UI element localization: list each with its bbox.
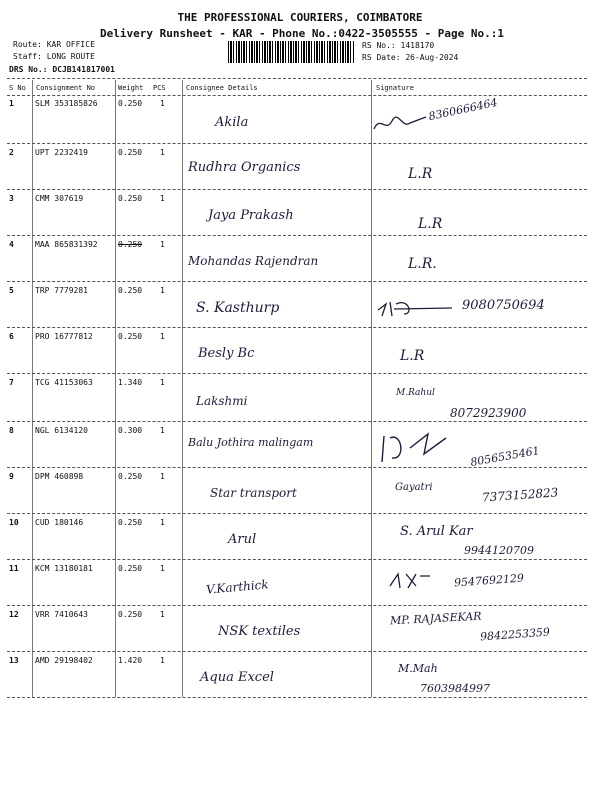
row-weight: 0.300: [118, 426, 143, 435]
row-signature-name: S. Arul Kar: [400, 524, 473, 539]
row-sno: 8: [9, 426, 14, 435]
table-row: [0, 330, 600, 377]
row-pcs: 1: [160, 286, 165, 295]
row-divider: [7, 235, 587, 236]
row-consignment-no: CMM 307619: [35, 194, 84, 203]
row-sno: 12: [9, 610, 19, 619]
table-row: [0, 238, 600, 285]
row-consignment-no: DPM 460898: [35, 472, 84, 481]
row-consignment-no: SLM 353185826: [35, 99, 98, 108]
row-sno: 13: [9, 656, 19, 665]
row-sno: 1: [9, 99, 14, 108]
column-header-weight: Weight: [118, 84, 144, 92]
row-pcs: 1: [160, 656, 165, 665]
table-row: [0, 516, 600, 563]
row-signature-scribble: [386, 568, 436, 597]
row-divider: [7, 327, 587, 328]
table-row: [0, 376, 600, 423]
row-pcs: 1: [160, 99, 165, 108]
column-header-consignee: Consignee Details: [186, 84, 258, 92]
row-divider: [7, 697, 587, 698]
table-row: [0, 654, 600, 701]
runsheet-title: THE PROFESSIONAL COURIERS, COIMBATORE: [177, 11, 423, 24]
row-weight: 0.250: [118, 472, 143, 481]
row-consignee-name: Aqua Excel: [200, 670, 274, 685]
row-consignment-no: TRP 7779281: [35, 286, 88, 295]
row-divider: [7, 143, 587, 144]
table-row: [0, 97, 600, 144]
row-pcs: 1: [160, 378, 165, 387]
row-consignment-no: VRR 7410643: [35, 610, 88, 619]
row-signature-phone: 8056535461: [469, 444, 541, 469]
row-weight: 0.250: [118, 99, 143, 108]
row-signature-scribble: [370, 111, 430, 140]
drs-number: DRS No.: DCJB141817001: [9, 65, 115, 74]
route-label: Route: KAR OFFICE: [13, 40, 95, 49]
row-divider: [7, 467, 587, 468]
row-consignment-no: AMD 29198402: [35, 656, 93, 665]
header-divider: [7, 78, 587, 79]
row-consignment-no: TCG 41153063: [35, 378, 93, 387]
row-signature-initials: L.R: [408, 166, 433, 182]
row-weight: 0.250: [118, 332, 143, 341]
row-consignee-name: Arul: [228, 532, 257, 547]
row-sno: 2: [9, 148, 14, 157]
row-weight: 1.420: [118, 656, 143, 665]
table-row: [0, 146, 600, 193]
column-header-sno: S No: [9, 84, 26, 92]
row-sno: 4: [9, 240, 14, 249]
row-pcs: 1: [160, 472, 165, 481]
row-weight: 0.250: [118, 518, 143, 527]
row-signature-scribble: [374, 296, 460, 325]
row-consignee-name: Mohandas Rajendran: [188, 254, 319, 268]
row-consignee-name: Jaya Prakash: [208, 208, 294, 223]
row-signature-initials: L.R: [400, 348, 425, 364]
rs-date: RS Date: 26-Aug-2024: [362, 53, 459, 62]
row-consignee-name: NSK textiles: [218, 624, 301, 639]
row-signature-initials: L.R: [418, 216, 443, 232]
table-row: [0, 470, 600, 517]
row-signature-name: MP. RAJASEKAR: [389, 609, 482, 628]
row-weight: 0.250: [118, 610, 143, 619]
staff-label: Staff: LONG ROUTE: [13, 52, 95, 61]
row-divider: [7, 513, 587, 514]
row-weight: 0.250: [118, 286, 143, 295]
row-sno: 6: [9, 332, 14, 341]
row-divider: [7, 605, 587, 606]
row-consignee-name: Rudhra Organics: [188, 160, 301, 175]
table-row: [0, 562, 600, 609]
row-signature-initials: L.R.: [408, 256, 437, 272]
row-pcs: 1: [160, 518, 165, 527]
row-divider: [7, 651, 587, 652]
table-row: [0, 424, 600, 471]
row-signature-name: M.Mah: [398, 662, 438, 675]
row-sno: 9: [9, 472, 14, 481]
row-consignee-name: S. Kasthurp: [196, 300, 280, 316]
row-consignment-no: PRO 16777812: [35, 332, 93, 341]
table-row: [0, 192, 600, 239]
row-signature-scribble: [376, 428, 472, 471]
row-signature-phone: 8072923900: [450, 406, 527, 420]
column-header-signature: Signature: [376, 84, 414, 92]
row-consignee-name: Balu Jothira malingam: [188, 436, 314, 449]
row-sno: 3: [9, 194, 14, 203]
row-signature-phone: 7603984997: [420, 682, 490, 695]
row-consignee-name: Lakshmi: [196, 394, 248, 408]
row-pcs: 1: [160, 332, 165, 341]
row-weight: 0.250: [118, 240, 143, 249]
row-sno: 5: [9, 286, 14, 295]
row-consignment-no: UPT 2232419: [35, 148, 88, 157]
row-signature-name: Gayatri: [395, 482, 433, 493]
row-weight: 1.340: [118, 378, 143, 387]
barcode-image: [228, 41, 354, 63]
row-divider: [7, 281, 587, 282]
row-signature-phone: 8360666464: [427, 95, 499, 124]
row-consignee-name: Akila: [215, 115, 249, 130]
row-sno: 7: [9, 378, 14, 387]
row-signature-phone: 9842253359: [479, 625, 551, 644]
row-divider: [7, 421, 587, 422]
row-pcs: 1: [160, 564, 165, 573]
row-consignee-name: V.Karthick: [205, 577, 270, 597]
row-pcs: 1: [160, 426, 165, 435]
runsheet-subtitle: Delivery Runsheet - KAR - Phone No.:0422-3505555 - Page No.:1: [100, 27, 504, 40]
row-pcs: 1: [160, 610, 165, 619]
row-signature-phone: 9080750694: [462, 298, 545, 313]
row-consignment-no: CUD 180146: [35, 518, 84, 527]
table-row: [0, 608, 600, 655]
row-divider: [7, 559, 587, 560]
row-signature-phone: 9547692129: [453, 571, 525, 590]
column-header-pcs: PCS: [153, 84, 166, 92]
row-signature-phone: 7373152823: [481, 485, 559, 505]
row-consignee-name: Star transport: [210, 486, 297, 500]
row-pcs: 1: [160, 240, 165, 249]
row-sno: 11: [9, 564, 19, 573]
row-pcs: 1: [160, 194, 165, 203]
row-consignment-no: NGL 6134120: [35, 426, 88, 435]
row-consignment-no: MAA 865831392: [35, 240, 98, 249]
row-consignment-no: KCM 13180181: [35, 564, 93, 573]
column-header-divider: [7, 95, 587, 96]
row-pcs: 1: [160, 148, 165, 157]
row-weight: 0.250: [118, 564, 143, 573]
table-row: [0, 284, 600, 331]
row-sno: 10: [9, 518, 19, 527]
row-divider: [7, 189, 587, 190]
row-consignee-name: Besly Bc: [198, 346, 255, 361]
row-weight: 0.250: [118, 194, 143, 203]
rs-number: RS No.: 1418170: [362, 41, 435, 50]
row-signature-name: M.Rahul: [396, 388, 435, 398]
row-divider: [7, 373, 587, 374]
column-header-consignment: Consignment No: [36, 84, 96, 92]
row-signature-phone: 9944120709: [464, 544, 534, 557]
row-weight: 0.250: [118, 148, 143, 157]
